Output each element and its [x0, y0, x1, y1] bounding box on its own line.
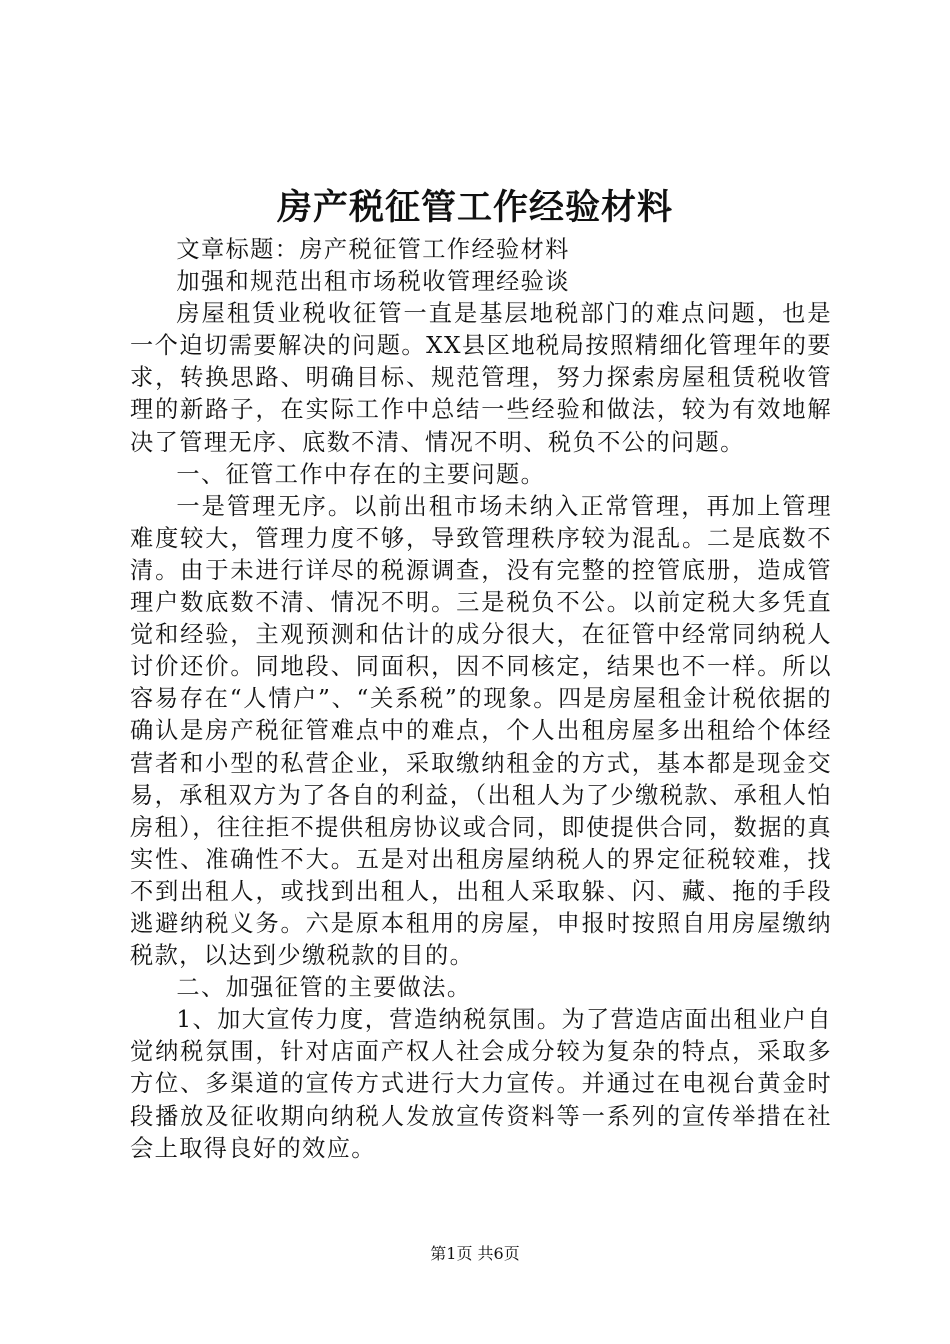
section-heading-problems: 一、征管工作中存在的主要问题。	[176, 460, 546, 488]
article-title-line: 文章标题：房产税征管工作经验材料	[176, 236, 570, 263]
document-body	[130, 234, 832, 1165]
subtitle-line: 加强和规范出租市场税收管理经验谈	[176, 268, 570, 296]
page-footer: 第1页 共6页	[430, 1244, 520, 1263]
section-heading-measures: 二、加强征管的主要做法。	[176, 974, 472, 1002]
intro-paragraph: 房屋租赁业税收征管一直是基层地税部门的难点问题，也是一个迫切需要解决的问题。XX县区地税局按照精细化管理年的要求，转换思路、明确目标、规范管理，努力探索房屋租赁税收管理的新路子，在实际工作中总结一些经验和做法，较为有效地解决了管理无序、底数不清、情况不明、税负不公的问题。	[130, 300, 832, 456]
problems-paragraph: 一是管理无序。以前出租市场未纳入正常管理，再加上管理难度较大，管理力度不够，导致管理秩序较为混乱。二是底数不清。由于未进行详尽的税源调查，没有完整的控管底册，造成管理户数底数不清、情况不明。三是税负不公。以前定税大多凭直觉和经验，主观预测和估计的成分很大，在征管中经常同纳税人讨价还价。同地段、同面积，因不同核定，结果也不一样。所以容易存在“人情户”、“关系税”的现象。四是房屋租金计税依据的确认是房产税征管难点中的难点，个人出租房屋多出租给个体经营者和小型的私营企业，采取缴纳租金的方式，基本都是现金交易，承租双方为了各自的利益，（出租人为了少缴税款、承租人怕房租），往往拒不提供租房协议或合同，即使提供合同，数据的真实性、准确性不大。五是对出租房屋纳税人的界定征税较难，找不到出租人，或找到出租人，出租人采取躲、闪、藏、拖的手段逃避纳税义务。六是原本租用的房屋，申报时按照自用房屋缴纳税款，以达到少缴税款的目的。	[130, 492, 832, 970]
document-title: 房产税征管工作经验材料	[276, 187, 673, 228]
measure-paragraph-1: 1、加大宣传力度，营造纳税氛围。为了营造店面出租业户自觉纳税氛围，针对店面产权人社会成分较为复杂的特点，采取多方位、多渠道的宣传方式进行大力宣传。并通过在电视台黄金时段播放及征收期向纳税人发放宣传资料等一系列的宣传举措在社会上取得良好的效应。	[130, 1006, 832, 1162]
